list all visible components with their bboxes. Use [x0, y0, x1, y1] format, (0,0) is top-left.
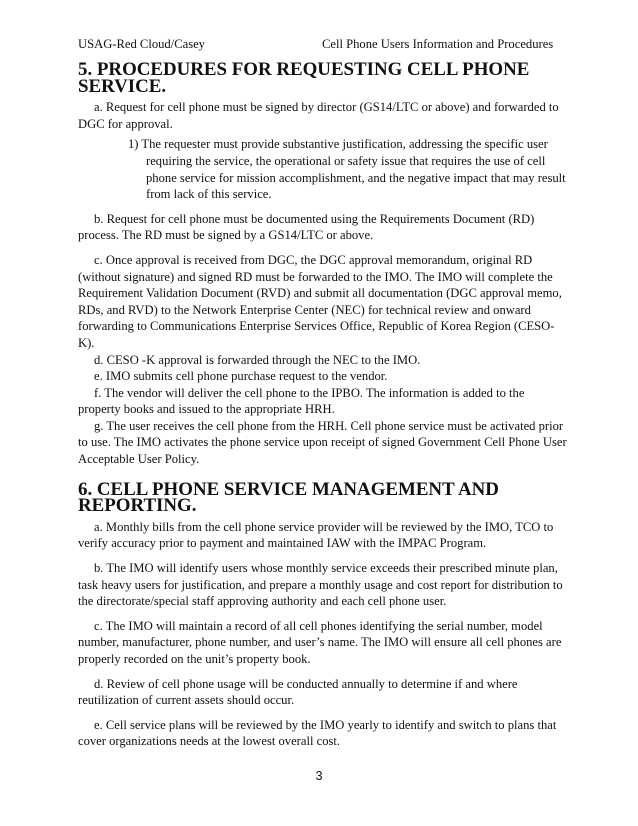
section-5-paragraph-g: g. The user receives the cell phone from the HRH. Cell phone service must be activated prior to use. The IMO activates the phone service upon receipt of signed Government Cell Phone User Acceptable User Policy. — [78, 418, 567, 467]
header-document-title: Cell Phone Users Information and Procedures — [322, 37, 554, 51]
section-6-paragraph-e: e. Cell service plans will be reviewed by the IMO yearly to identify and switch to plans that cover organizations needs at the lowest overall cost. — [78, 717, 557, 749]
document-body — [78, 59, 568, 750]
section-5-paragraph-e: e. IMO submits cell phone purchase request to the vendor. — [94, 369, 388, 384]
header-organization: USAG-Red Cloud/Casey — [78, 37, 205, 51]
section-5-heading: 5. PROCEDURES FOR REQUESTING CELL PHONE SERVICE. — [78, 59, 530, 97]
section-6-paragraph-c: c. The IMO will maintain a record of all cell phones identifying the serial number, model number, manufacturer, phone number, and user’s name. The IMO will ensure all cell phones are properly recorded on the unit’s property book. — [78, 618, 562, 666]
section-5-paragraph-a: a. Request for cell phone must be signed by director (GS14/LTC or above) and forwarded to DGC for approval. — [78, 100, 559, 131]
section-5-paragraph-c: c. Once approval is received from DGC, the DGC approval memorandum, original RD (without signature) and signed RD must be forwarded to the IMO. The IMO will complete the Requirement Validation Document (RVD) and submit all documentation (DGC approval memo, RDs, and RVD) to the Network Enterprise Center (NEC) for technical review and onward forwarding to Communications Enterprise Services Office, Republic of Korea Region (CESO-K). — [78, 252, 562, 350]
section-5-paragraph-d: d. CESO -K approval is forwarded through the NEC to the IMO. — [94, 352, 421, 367]
section-6-paragraph-d: d. Review of cell phone usage will be conducted annually to determine if and where reutilization of current assets should occur. — [78, 676, 518, 708]
section-5-paragraph-f: f. The vendor will deliver the cell phone to the IPBO. The information is added to the property books and issued to the appropriate HRH. — [78, 385, 525, 417]
section-6-heading: 6. CELL PHONE SERVICE MANAGEMENT AND REPORTING. — [78, 478, 499, 517]
section-5-paragraph-b: b. Request for cell phone must be documented using the Requirements Document (RD) process. The RD must be signed by a GS14/LTC or above. — [78, 211, 535, 243]
page-number: 3 — [315, 769, 323, 783]
section-5-paragraph-a-1: 1) The requester must provide substantive justification, addressing the specific user requiring the service, the operational or safety issue that requires the use of cell phone service for mission accomplishment, and the negative impact that may result from lack of this service. — [128, 137, 566, 202]
section-6-paragraph-b: b. The IMO will identify users whose monthly service exceeds their prescribed minute plan, task heavy users for justification, and prepare a monthly usage and cost report for distribution to the directorate/special staff approving authority and each cell phone user. — [78, 561, 563, 609]
section-6-paragraph-a: a. Monthly bills from the cell phone service provider will be reviewed by the IMO, TCO to verify accuracy prior to payment and maintained IAW with the IMPAC Program. — [78, 519, 554, 551]
